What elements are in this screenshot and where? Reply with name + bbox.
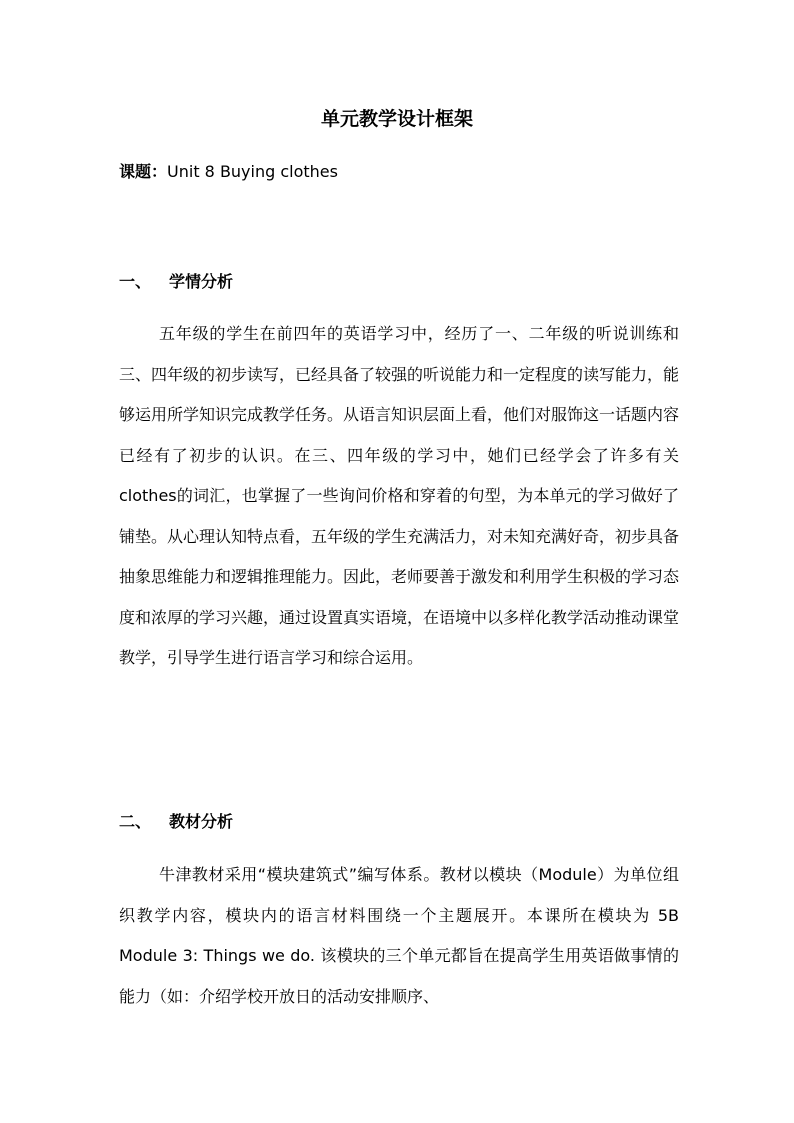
textbook-analysis-paragraph: 牛津教材采用“模块建筑式”编写体系。教材以模块（Module）为单位组织教学内容，模块内的语言材料围绕一个主题展开。本课所在模块为 5B Module 3: Things we do. 该模块的三个单元都旨在提高学生用英语做事情的能力（如：介绍学校开放日的活动安排顺序、	[119, 865, 679, 1006]
subject-label: 课题：	[119, 162, 168, 181]
section-heading-text: 教材分析	[169, 812, 234, 831]
section-heading-learner-analysis	[119, 270, 233, 294]
section-heading-text: 学情分析	[169, 272, 234, 291]
subject-value: Unit 8 Buying clothes	[167, 162, 338, 181]
learner-analysis-paragraph: 五年级的学生在前四年的英语学习中，经历了一、二年级的听说训练和三、四年级的初步读写，已经具备了较强的听说能力和一定程度的读写能力，能够运用所学知识完成教学任务。从语言知识层面上看，他们对服饰这一话题内容已经有了初步的认识。在三、四年级的学习中，她们已经学会了许多有关clothes的词汇，也掌握了一些询问价格和穿着的句型，为本单元的学习做好了铺垫。从心理认知特点看，五年级的学生充满活力，对未知充满好奇，初步具备抽象思维能力和逻辑推理能力。因此，老师要善于激发和利用学生积极的学习态度和浓厚的学习兴趣，通过设置真实语境，在语境中以多样化教学活动推动课堂教学，引导学生进行语言学习和综合运用。	[119, 324, 680, 667]
document-title: 单元教学设计框架	[320, 108, 473, 130]
section-number: 二、	[119, 812, 152, 831]
section-number: 一、	[119, 272, 152, 291]
subject-line	[119, 160, 338, 184]
section-heading-textbook-analysis	[119, 810, 233, 834]
